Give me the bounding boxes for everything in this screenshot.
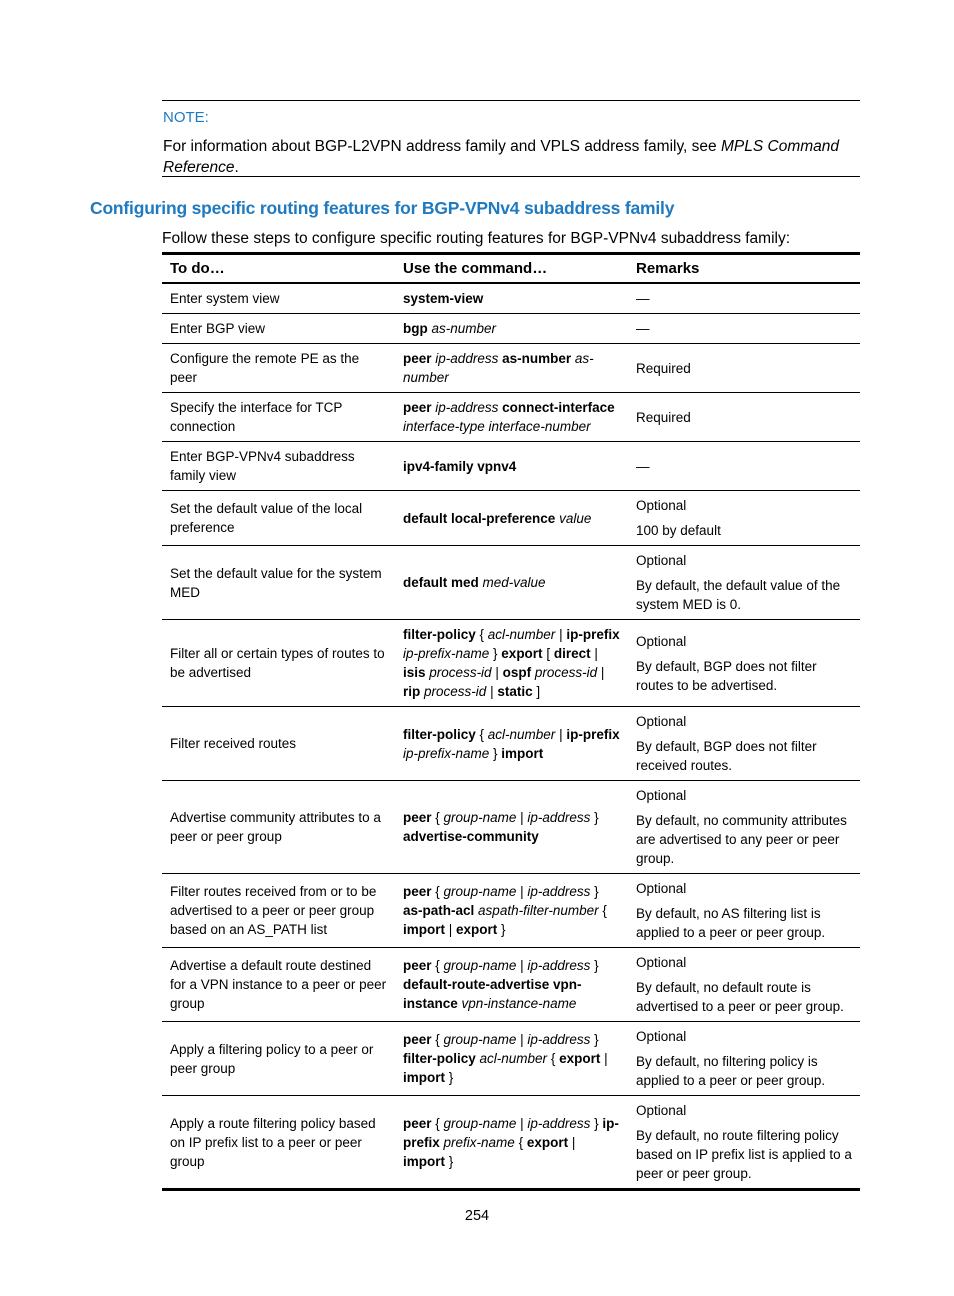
cell-todo: Enter BGP-VPNv4 subaddress family view [162,442,395,491]
cell-todo: Advertise community attributes to a peer or peer group [162,781,395,874]
remark-line: Optional [636,788,687,803]
command-argument: ip-address [435,400,499,415]
cell-command [395,314,628,344]
cell-command [395,283,628,314]
command-argument: ip-address [527,1115,591,1131]
command-argument: prefix-name [443,1134,515,1150]
note-text [163,136,853,178]
command-argument: value [559,510,592,526]
command-syntax: | [486,684,498,699]
command-keyword: peer [403,1115,432,1131]
command-syntax: | [590,646,598,661]
command-syntax: } [590,1115,603,1131]
command-keyword: peer [403,810,432,825]
command-syntax: { [475,726,488,742]
note-reference: MPLS Command Reference [163,138,839,176]
remark-line: Optional [636,714,687,729]
remark-line: — [636,321,650,336]
header-command: Use the command… [395,254,628,284]
cell-remarks [628,491,860,546]
command-keyword: as-number [502,351,572,366]
cell-remarks [628,1022,860,1096]
remark-line: By default, BGP does not filter routes to be advertised. [636,658,817,693]
command-syntax: | [555,726,567,742]
cell-command [395,620,628,707]
cell-todo: Enter system view [162,283,395,314]
command-syntax: { [431,1032,444,1047]
command-syntax: | [516,884,528,899]
command-syntax: { [514,1134,527,1150]
command-keyword: as-path-acl [403,903,475,918]
command-argument: ip-address [527,1032,591,1047]
command-syntax: | [516,1032,528,1047]
cell-command [395,1022,628,1096]
command-argument: ip-address [527,810,591,825]
command-syntax: | [568,1134,576,1150]
command-argument: process-id [534,665,598,680]
cell-remarks [628,344,860,393]
cell-todo: Filter routes received from or to be advertised to a peer or peer group based on an AS_PATH list [162,874,395,948]
command-syntax: } [489,646,502,661]
cell-remarks [628,781,860,874]
cell-todo: Filter all or certain types of routes to be advertised [162,620,395,707]
cell-command [395,546,628,620]
header-remarks: Remarks [628,254,860,284]
cell-command [395,948,628,1022]
remark-line: Optional [636,881,687,896]
command-keyword: ospf [502,665,532,680]
command-argument: ip-address [527,884,591,899]
command-argument: ip-prefix-name [403,745,490,761]
note-text-after: . [234,159,239,176]
cell-remarks [628,393,860,442]
command-syntax: | [597,665,605,680]
command-keyword: ip-prefix [566,726,620,742]
remark-line: Required [636,360,691,376]
command-keyword: peer [403,351,432,366]
cell-remarks [628,442,860,491]
command-keyword: peer [403,884,432,899]
remark-line: Optional [636,498,687,513]
command-keyword: bgp [403,321,428,336]
remark-line: By default, no default route is advertised to a peer or peer group. [636,980,844,1014]
cell-todo: Advertise a default route destined for a VPN instance to a peer or peer group [162,948,395,1022]
remark-line: Optional [636,1103,687,1118]
command-keyword: default med [403,575,479,590]
command-syntax: | [516,958,528,973]
command-syntax: [ [542,646,554,661]
command-argument: ip-address [527,958,591,973]
cell-todo: Enter BGP view [162,314,395,344]
command-syntax: } [489,745,502,761]
command-argument: group-name [443,810,517,825]
cell-command [395,874,628,948]
command-keyword: ip-prefix [403,1115,619,1150]
command-keyword: rip [403,684,421,699]
command-syntax: } [445,1153,454,1169]
remark-line: Optional [636,553,687,568]
command-argument: group-name [443,1032,517,1047]
command-argument: aspath-filter-number [478,903,599,918]
command-keyword: filter-policy [403,627,476,642]
table-row [162,781,860,874]
command-keyword: default-route-advertise vpn-instance [403,977,582,1011]
command-syntax: } [590,1032,599,1047]
command-argument: ip-address [435,351,499,366]
command-keyword: connect-interface [502,400,615,415]
remark-line: — [636,291,650,306]
command-argument: med-value [482,575,546,590]
command-keyword: peer [403,958,432,973]
command-syntax: ] [532,684,541,699]
command-keyword: export [526,1134,569,1150]
remark-line: Optional [636,633,687,649]
cell-remarks [628,283,860,314]
remark-line: Required [636,409,691,425]
command-keyword: isis [403,665,426,680]
command-keyword: filter-policy [403,1051,476,1066]
header-todo: To do… [162,254,395,284]
remark-line: By default, no filtering policy is applied to a peer or peer group. [636,1054,826,1088]
page-number: 254 [464,1208,490,1224]
command-keyword: direct [553,646,591,661]
command-syntax: | [445,922,457,937]
cell-command [395,1096,628,1190]
table-row [162,948,860,1022]
cell-todo: Apply a filtering policy to a peer or peer group [162,1022,395,1096]
cell-remarks [628,1096,860,1190]
table-row [162,874,860,948]
command-argument: group-name [443,958,517,973]
cell-todo: Set the default value of the local preference [162,491,395,546]
command-syntax: } [590,810,599,825]
command-argument: process-id [424,684,487,699]
cell-remarks [628,546,860,620]
command-syntax: } [445,1070,454,1085]
cell-remarks [628,874,860,948]
cell-todo: Configure the remote PE as the peer [162,344,395,393]
cell-todo: Apply a route filtering policy based on IP prefix list to a peer or peer group [170,1115,376,1169]
cell-command [395,393,628,442]
command-syntax: { [431,958,444,973]
table-row [162,546,860,620]
cell-todo: Filter received routes [162,707,395,781]
cell-command [395,442,628,491]
command-argument: acl-number [487,627,556,642]
command-syntax: { [475,627,488,642]
remark-line: By default, BGP does not filter received routes. [636,739,817,773]
cell-remarks [628,620,860,707]
command-argument: acl-number [479,1051,548,1066]
command-keyword: advertise-community [403,829,539,844]
table-row [162,620,860,707]
table-header-row [162,254,860,284]
cell-remarks [628,314,860,344]
command-keyword: filter-policy [403,726,476,742]
command-syntax: { [547,1051,560,1066]
command-syntax: } [590,884,599,899]
command-syntax: | [491,665,503,680]
command-syntax: | [600,1051,608,1066]
command-argument: as-number [431,321,497,336]
command-table [162,252,860,1191]
command-keyword: default local-preference [403,510,556,526]
command-keyword: import [403,922,445,937]
command-syntax: { [431,1115,444,1131]
command-syntax: { [431,884,444,899]
cell-todo: Set the default value for the system MED [162,546,395,620]
table-row [162,1096,860,1190]
command-keyword: ip-prefix [566,627,620,642]
remark-line: 100 by default [636,523,721,538]
command-keyword: static [497,684,533,699]
command-argument: process-id [429,665,492,680]
table-row [162,1022,860,1096]
remark-line: Optional [636,955,687,970]
command-keyword: import [403,1070,445,1085]
remark-line: By default, no AS filtering list is applied to a peer or peer group. [636,906,826,940]
command-syntax: | [555,627,567,642]
table-row [162,442,860,491]
command-keyword: export [559,1051,601,1066]
command-syntax: | [516,1115,528,1131]
intro-text: Follow these steps to configure specific routing features for BGP-VPNv4 subaddress family: [162,230,791,247]
note-label: NOTE: [163,109,209,126]
table-row [162,344,860,393]
note-text-before: For information about BGP-L2VPN address family and VPLS address family, see [163,138,721,155]
command-argument: vpn-instance-name [461,996,577,1011]
command-keyword: import [501,745,544,761]
cell-remarks [628,707,860,781]
remark-line: By default, the default value of the system MED is 0. [636,578,841,612]
remark-line: By default, no community attributes are advertised to any peer or peer group. [636,813,847,866]
cell-command [395,491,628,546]
command-syntax: { [431,810,444,825]
command-keyword: import [403,1153,445,1169]
table-row [162,314,860,344]
cell-todo: Specify the interface for TCP connection [162,393,395,442]
remark-line: Optional [636,1029,687,1044]
remark-line: — [636,458,650,474]
table-row [162,393,860,442]
command-keyword: ipv4-family vpnv4 [403,458,517,474]
command-argument: as-number [403,351,594,385]
command-keyword: peer [403,400,432,415]
command-keyword: system-view [403,291,484,306]
cell-command [395,707,628,781]
command-argument: ip-prefix-name [403,646,490,661]
command-syntax: } [590,958,599,973]
cell-remarks [628,948,860,1022]
cell-command [395,344,628,393]
section-heading: Configuring specific routing features for BGP-VPNv4 subaddress family [90,198,675,218]
command-argument: group-name [443,1115,517,1131]
command-syntax: { [598,903,607,918]
command-argument: group-name [443,884,517,899]
table-row [162,283,860,314]
command-argument: interface-type interface-number [403,419,591,434]
command-syntax: } [497,922,506,937]
cell-command [395,781,628,874]
command-argument: acl-number [487,726,556,742]
table-row [162,707,860,781]
command-syntax: | [516,810,528,825]
remark-line: By default, no route filtering policy based on IP prefix list is applied to a peer or peer group. [636,1128,852,1181]
command-keyword: export [456,922,498,937]
command-keyword: export [501,646,543,661]
command-keyword: peer [403,1032,432,1047]
table-body [162,283,860,1190]
note-box [162,100,860,177]
table-row [162,491,860,546]
